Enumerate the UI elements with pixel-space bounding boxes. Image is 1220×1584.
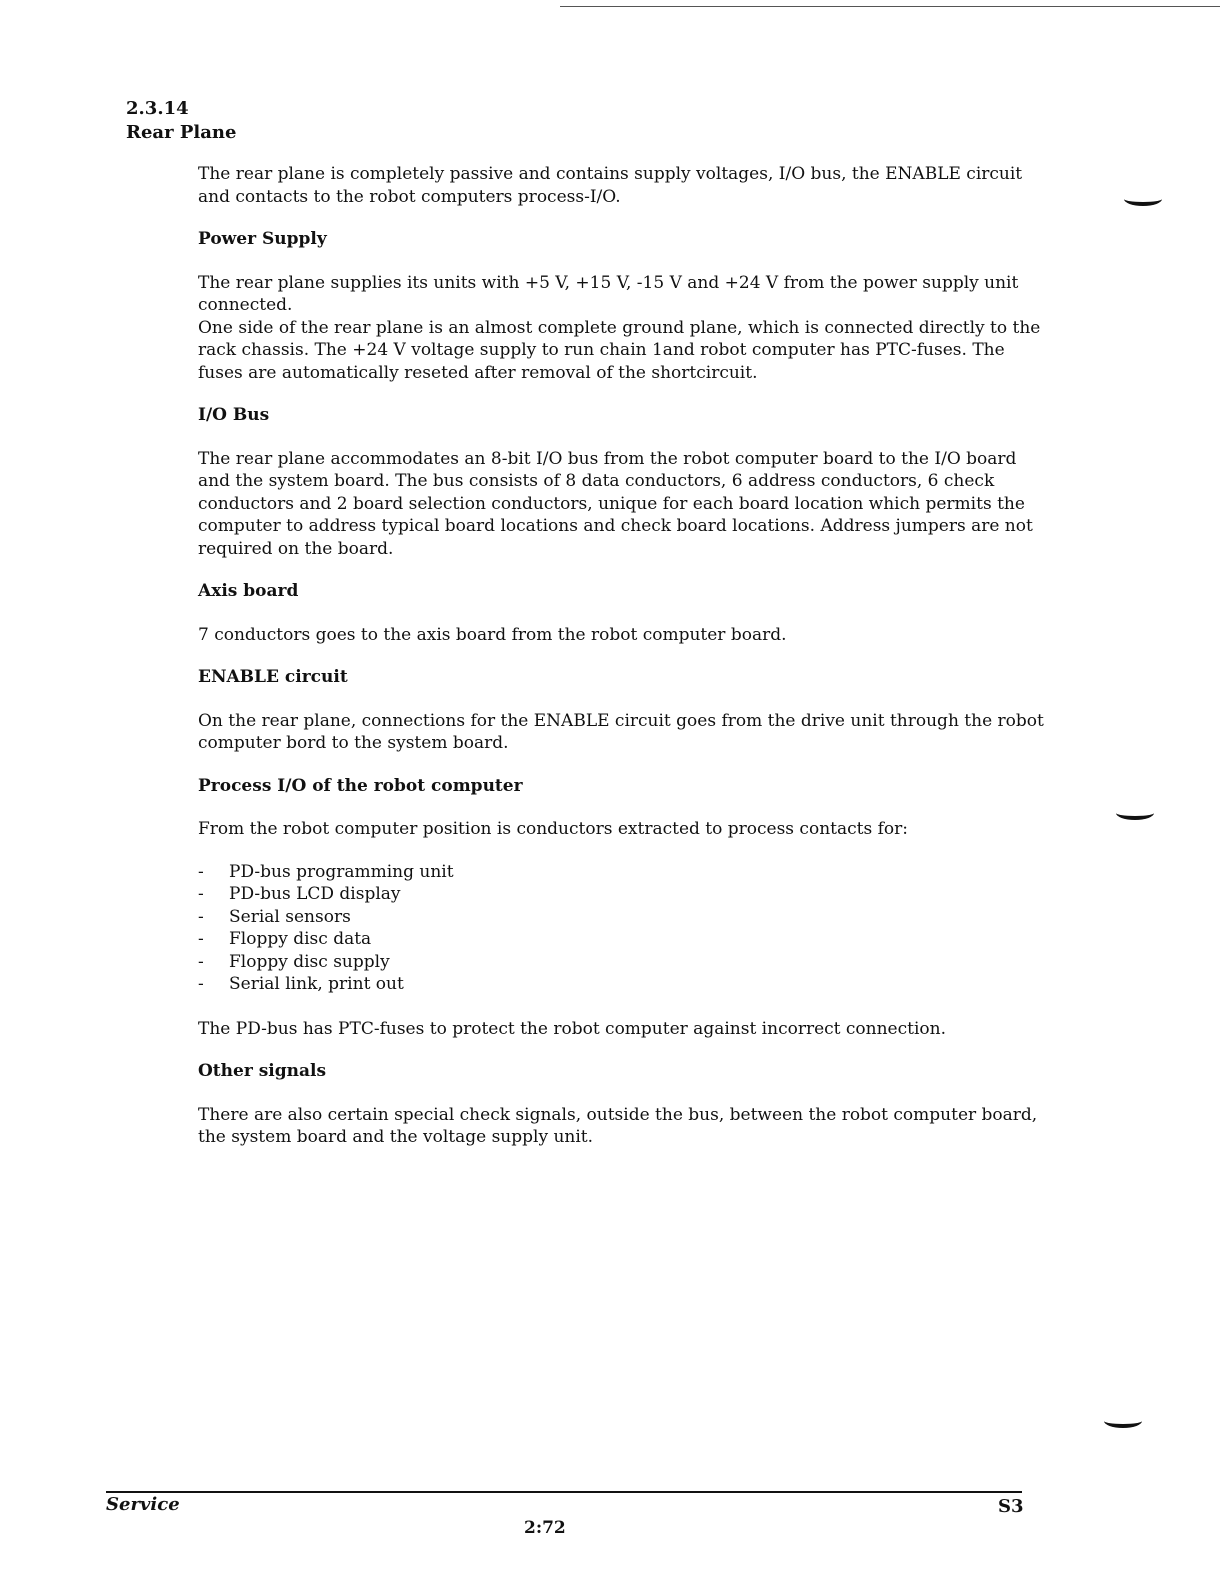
enable-circuit-heading: ENABLE circuit [198,667,348,687]
enable-circuit-paragraph: On the rear plane, connections for the ENABLE circuit goes from the drive unit through the robot computer bord to the system board. [198,710,1044,753]
power-supply-block [198,272,1048,385]
io-bus-paragraph: The rear plane accommodates an 8-bit I/O bus from the robot computer board to the I/O board and the system board. The bus consists of 8 data conductors, 6 address conductors, 6 check conductors and 2 board selection conductors, unique for each board location which permits the computer to address typical board locations and check board locations. Address jumpers are not required on the board. [198,448,1033,559]
pd-bus-note: The PD-bus has PTC-fuses to protect the robot computer against incorrect connection. [198,1018,946,1039]
binder-hole-mark [1104,1414,1142,1428]
intro-paragraph: The rear plane is completely passive and contains supply voltages, I/O bus, the ENABLE circuit and contacts to the robot computers process-I/O. [198,164,1023,207]
top-rule [560,6,1220,7]
page-number: 2:72 [524,1518,566,1538]
process-contacts-list [198,861,1048,996]
process-io-paragraph: From the robot computer position is conductors extracted to process contacts for: [198,819,908,839]
power-supply-para-1: The rear plane supplies its units with +5 V, +15 V, -15 V and +24 V from the power supply unit connected. [198,272,1019,315]
section-title: Rear Plane [126,122,237,143]
process-io-heading: Process I/O of the robot computer [198,775,523,796]
section-header [126,97,236,145]
axis-board-paragraph: 7 conductors goes to the axis board from the robot computer board. [198,624,787,645]
io-bus-heading: I/O Bus [198,405,270,425]
binder-hole-mark [1116,806,1154,820]
power-supply-heading: Power Supply [198,229,327,249]
power-supply-para-2: One side of the rear plane is an almost complete ground plane, which is connected directly to the rack chassis. The +24 V voltage supply to run chain 1and robot computer has PTC-fuses. The fuses are automatically reseted after removal of the shortcircuit. [198,317,1041,383]
list-item: - Floppy disc supply [198,951,1048,974]
binder-hole-mark [1124,192,1162,206]
section-number: 2.3.14 [126,98,189,119]
footer-rule [106,1491,1022,1493]
footer-service-label: Service [106,1494,180,1515]
list-item: - Serial sensors [198,906,1048,929]
axis-board-heading: Axis board [198,581,299,601]
list-item: - Floppy disc data [198,928,1048,951]
other-signals-heading: Other signals [198,1061,327,1081]
body-content [198,163,1048,1169]
footer-manual-code: S3 [998,1496,1024,1517]
list-item: - PD-bus LCD display [198,883,1048,906]
list-item: - Serial link, print out [198,973,1048,996]
list-item: - PD-bus programming unit [198,861,1048,884]
other-signals-paragraph: There are also certain special check signals, outside the bus, between the robot computer board, the system board and the voltage supply unit. [198,1104,1038,1147]
